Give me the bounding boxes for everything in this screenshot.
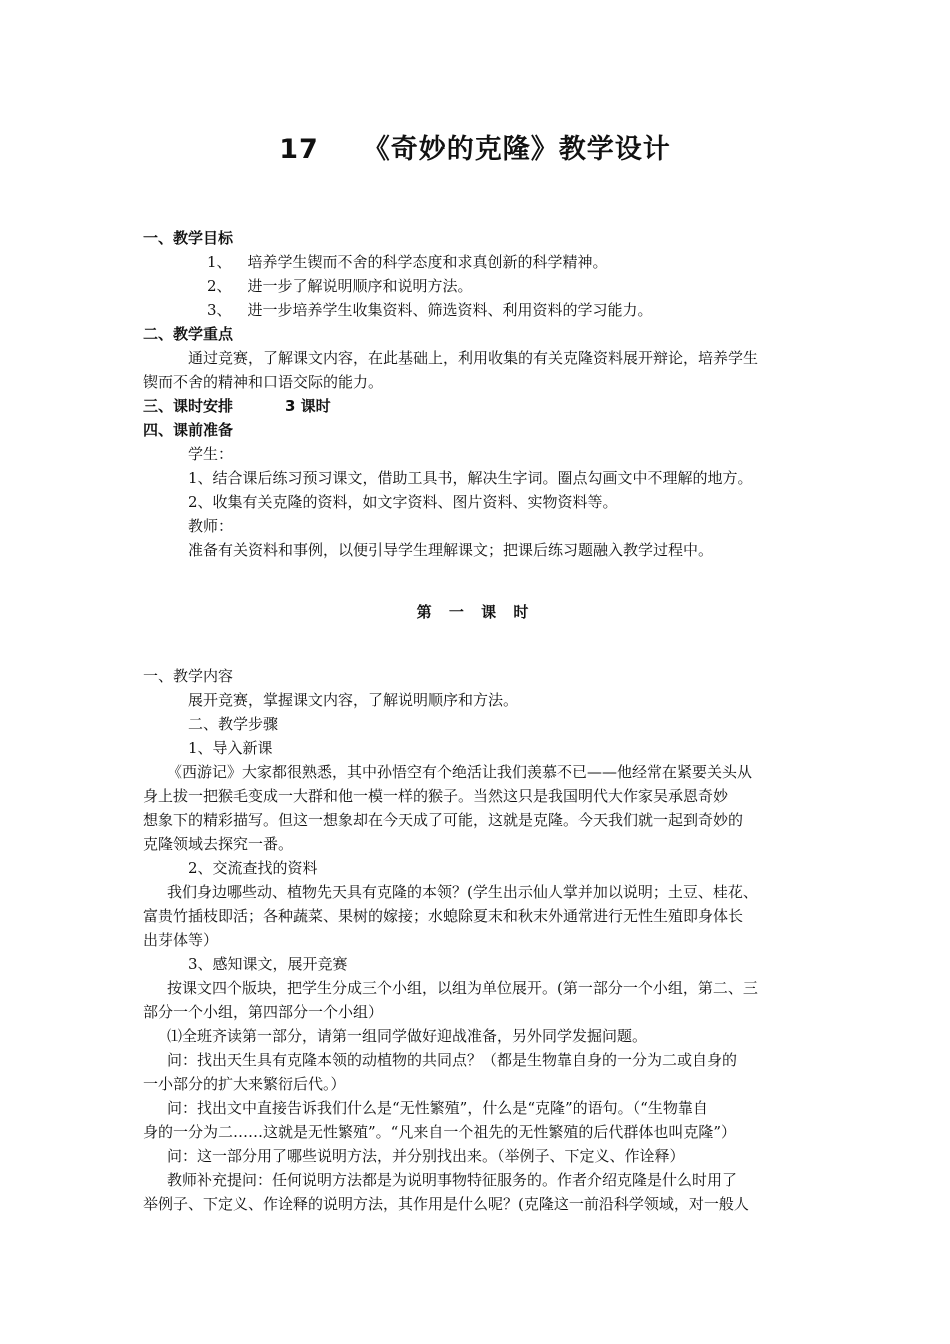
step-heading: 1、导入新课 (188, 739, 273, 757)
content-heading: 一、教学内容 (143, 667, 234, 685)
goal-text: 进一步了解说明顺序和说明方法。 (247, 277, 473, 295)
paragraph-line: 出芽体等） (143, 931, 219, 949)
paragraph-line: 我们身边哪些动、植物先天具有克隆的本领？(学生出示仙人掌并加以说明；土豆、桂花、 (167, 883, 758, 901)
paragraph-line: 教师补充提问：任何说明方法都是为说明事物特征服务的。作者介绍克隆是什么时用了 (167, 1171, 738, 1189)
lesson-number: 17 (279, 134, 319, 165)
step-heading: 3、感知课文，展开竞赛 (188, 955, 348, 973)
student-prep-item: 1、结合课后练习预习课文，借助工具书，解决生字词。圈点勾画文中不理解的地方。 (188, 469, 753, 487)
goal-item (143, 298, 808, 322)
page-title (0, 132, 950, 168)
paragraph-line: 部分一个小组，第四部分一个小组） (143, 1003, 384, 1021)
goal-text: 进一步培养学生收集资料、筛选资料、利用资料的学习能力。 (247, 301, 653, 319)
step-heading: 2、交流查找的资料 (188, 859, 318, 877)
paragraph-line: 按课文四个版块，把学生分成三个小组，以组为单位展开。(第一部分一个小组，第二、三 (167, 979, 758, 997)
title-text: 《奇妙的克隆》教学设计 (362, 134, 671, 165)
document-body (143, 226, 808, 1216)
focus-text-line: 通过竞赛，了解课文内容，在此基础上，利用收集的有关克隆资料展开辩论，培养学生 (188, 349, 759, 367)
steps-heading: 二、教学步骤 (188, 715, 279, 733)
paragraph-line: 身上拔一把猴毛变成一大群和他一模一样的猴子。当然这只是我国明代大作家吴承恩奇妙 (143, 787, 729, 805)
student-prep-item: 2、收集有关克隆的资料，如文字资料、图片资料、实物资料等。 (188, 493, 618, 511)
goal-item (143, 250, 808, 274)
question-line: 问：找出文中直接告诉我们什么是“无性繁殖”，什么是“克隆”的语句。（“生物靠自 (167, 1099, 708, 1117)
paragraph-line: 《西游记》大家都很熟悉，其中孙悟空有个绝活让我们羡慕不已——他经常在紧要关头从 (167, 763, 753, 781)
goal-number: 1、 (207, 253, 232, 271)
goal-text: 培养学生锲而不舍的科学态度和求真创新的科学精神。 (247, 253, 608, 271)
teacher-label: 教师： (188, 517, 234, 535)
paragraph-line: 一小部分的扩大来繁衍后代。） (143, 1075, 346, 1093)
paragraph-line: 举例子、下定义、作诠释的说明方法，其作用是什么呢？(克隆这一前沿科学领域，对一般人 (143, 1195, 749, 1213)
paragraph-line: 身的一分为二……这就是无性繁殖”。“凡来自一个祖先的无性繁殖的后代群体也叫克隆”） (143, 1123, 737, 1141)
prep-heading: 四、课前准备 (143, 421, 234, 439)
paragraph-line: ⑴全班齐读第一部分，请第一组同学做好迎战准备，另外同学发掘问题。 (167, 1027, 648, 1045)
goal-number: 3、 (207, 301, 232, 319)
question-line: 问：这一部分用了哪些说明方法，并分别找出来。（举例子、下定义、作诠释） (167, 1147, 685, 1165)
goals-heading: 一、教学目标 (143, 229, 234, 247)
goal-item (143, 274, 808, 298)
paragraph-line: 想象下的精彩描写。但这一想象却在今天成了可能，这就是克隆。今天我们就一起到奇妙的 (143, 811, 744, 829)
goal-number: 2、 (207, 277, 232, 295)
question-line: 问：找出天生具有克隆本领的动植物的共同点？（都是生物靠自身的一分为二或自身的 (167, 1051, 738, 1069)
paragraph-line: 克隆领域去探究一番。 (143, 835, 294, 853)
lesson-heading: 第 一 课 时 (416, 603, 535, 621)
paragraph-line: 富贵竹插枝即活；各种蔬菜、果树的嫁接；水螅除夏末和秋末外通常进行无性生殖即身体长 (143, 907, 744, 925)
schedule-heading: 三、课时安排 (143, 397, 234, 415)
focus-text-line: 锲而不舍的精神和口语交际的能力。 (143, 373, 384, 391)
focus-heading: 二、教学重点 (143, 325, 234, 343)
teacher-prep-text: 准备有关资料和事例，以便引导学生理解课文；把课后练习题融入教学过程中。 (188, 541, 714, 559)
content-text: 展开竞赛，掌握课文内容，了解说明顺序和方法。 (188, 691, 519, 709)
schedule-value: 3 课时 (285, 397, 331, 415)
student-label: 学生： (188, 445, 234, 463)
schedule-line (143, 394, 808, 418)
